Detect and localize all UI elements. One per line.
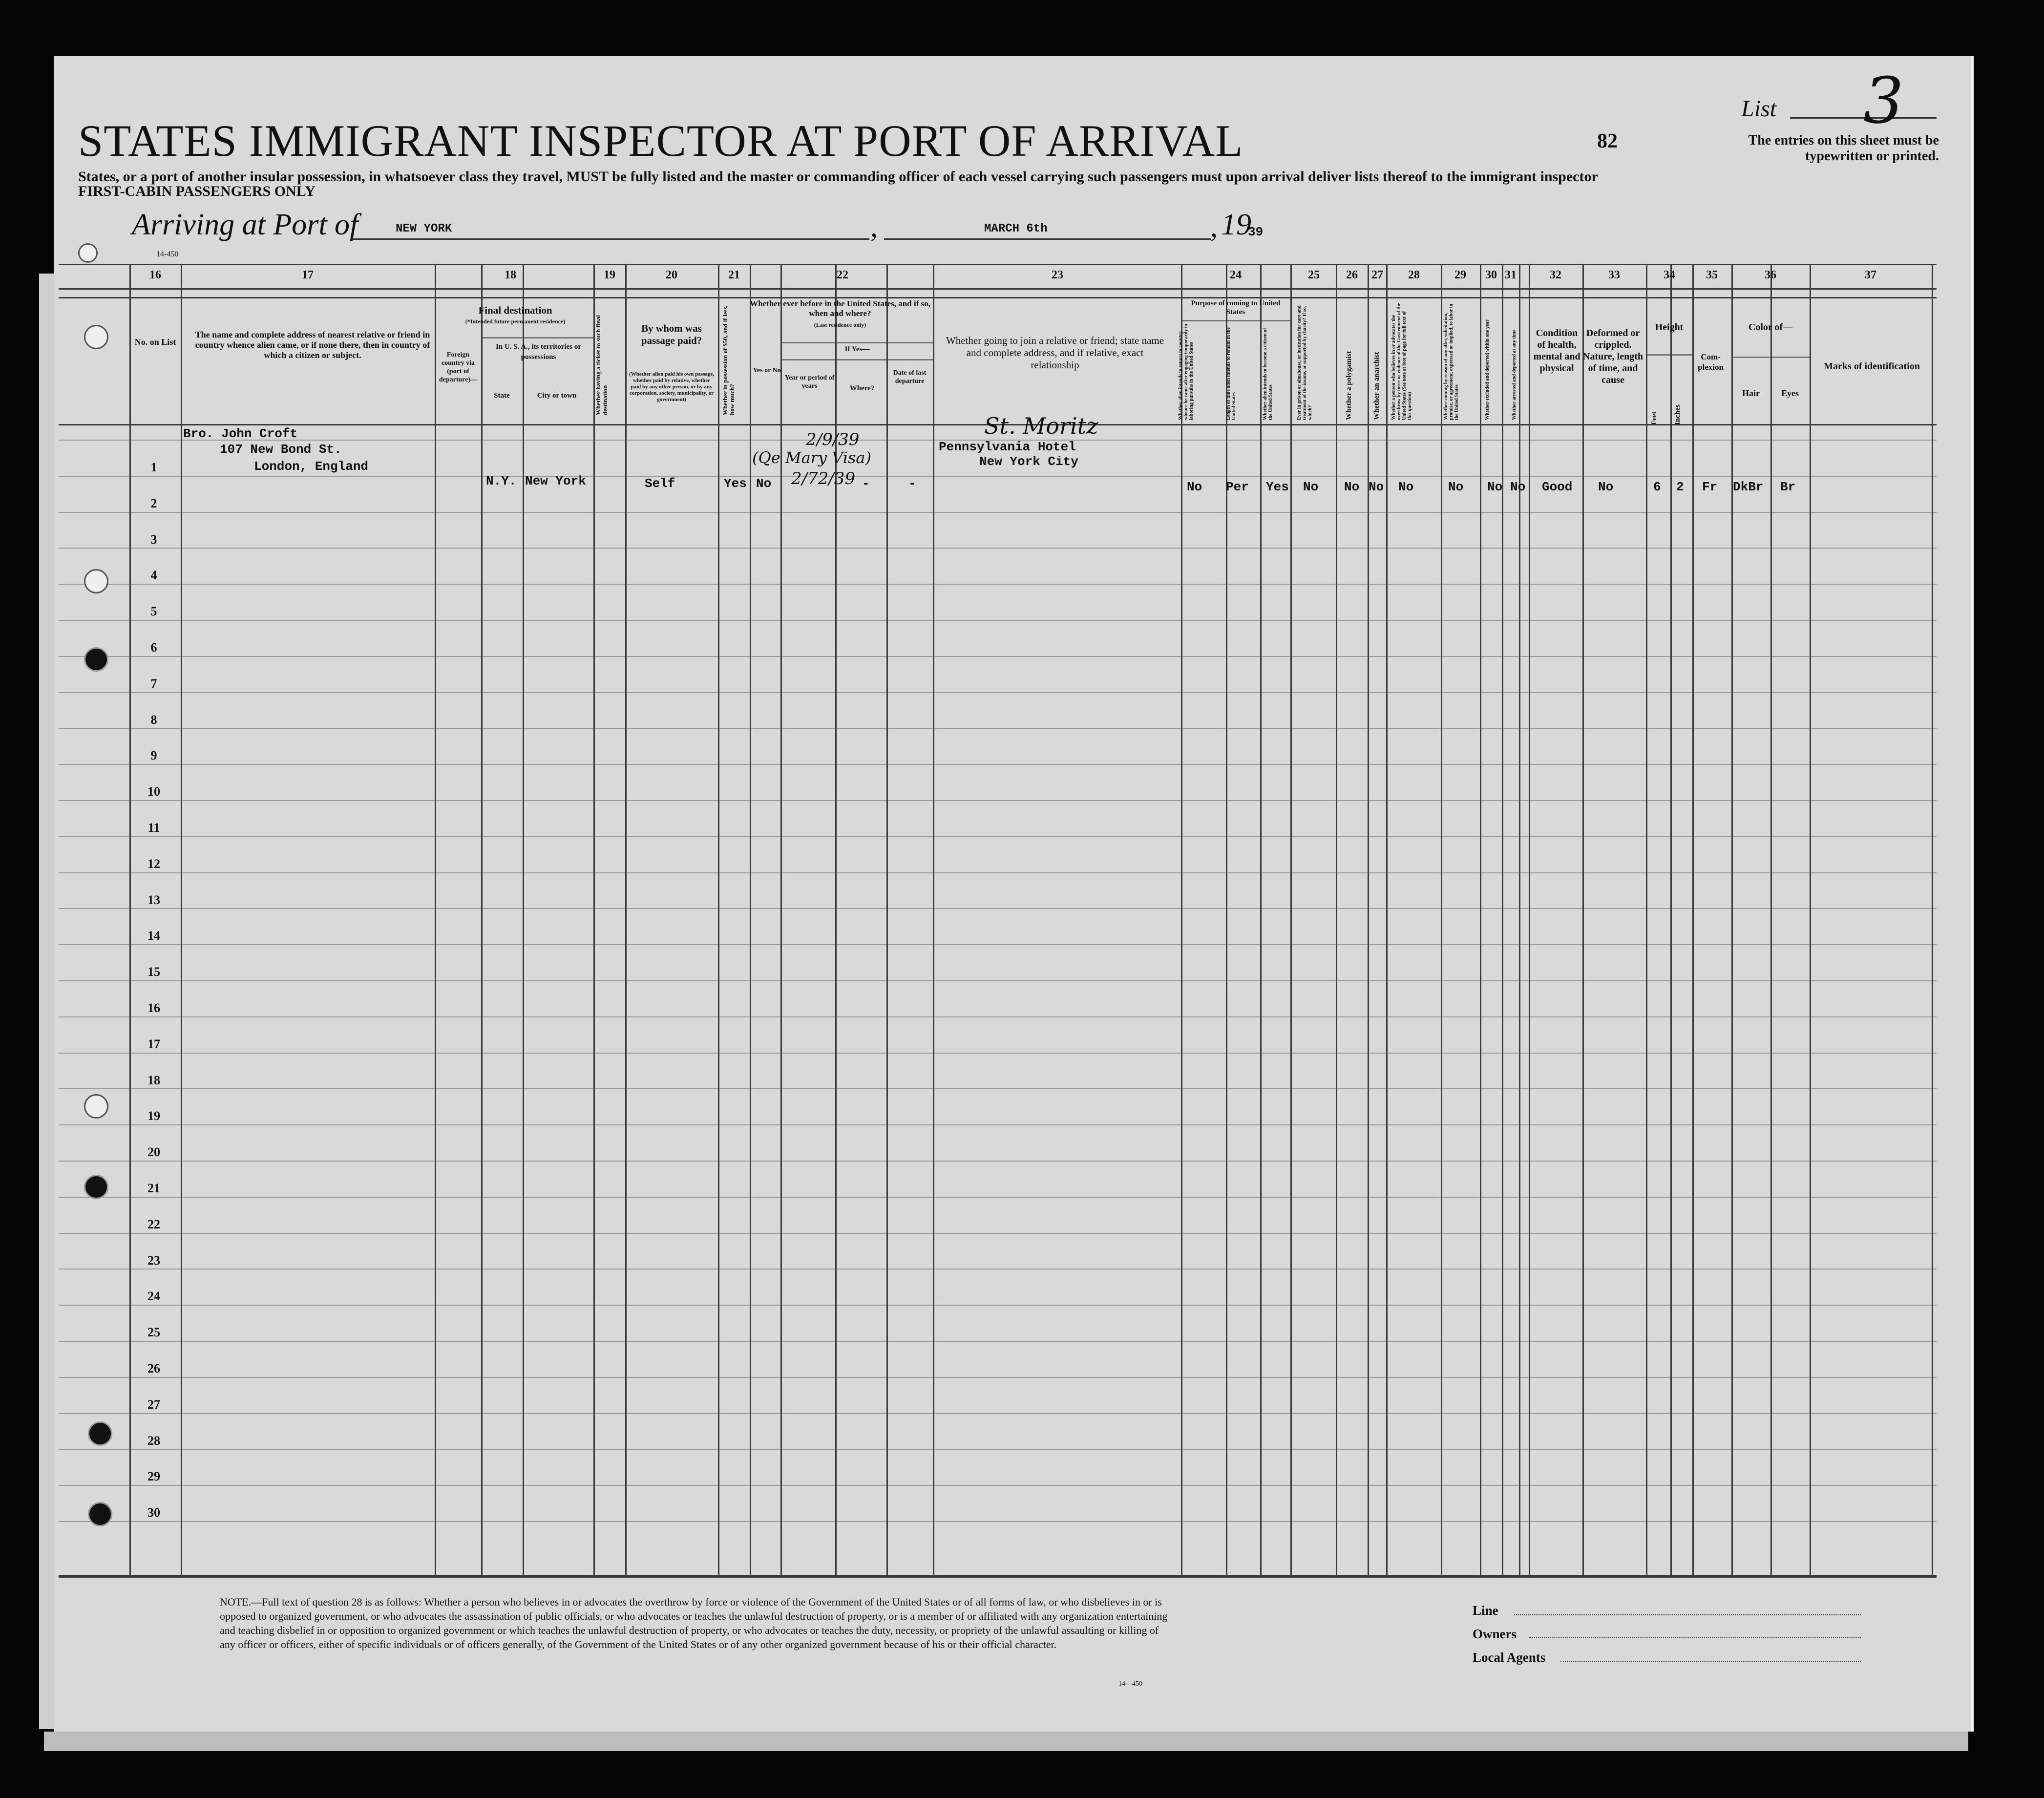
comma: , [1210,211,1218,243]
header-passage-paid: By whom was passage paid? [641,322,702,346]
header-city: City or town [537,392,577,400]
row-number: 26 [148,1361,160,1375]
grid-column-rule [1529,264,1530,1575]
entry-relative-city: London, England [254,459,369,474]
entry-prison: No [1303,480,1319,494]
grid-row-rule [59,1413,1937,1414]
grid-row-rule [59,980,1937,981]
row-number: 14 [148,929,160,943]
column-number: 27 [1371,269,1383,281]
grid-column-rule [625,264,627,1575]
header-yes-no: Yes or No [753,367,781,374]
grid-row-rule [59,1449,1937,1450]
port-line [352,238,869,240]
header-state: State [494,392,510,400]
grid-row-rule [59,692,1937,693]
header-relative-abroad: The name and complete address of nearest relative or friend in country whence alien came, or if none there, then in country of which a citizen or subject. [195,330,430,360]
grid-top-rule [59,264,1937,265]
header-date-departure: Date of last departure [893,369,927,385]
grid-row-rule [59,764,1937,765]
header-q28: Whether a person who believes in or advocates the overthrow by force or violence of the Government of the United States (See note at foot of page for full text of this question) [1391,303,1412,420]
grid-column-rule [750,264,751,1575]
grid-row-rule [59,1053,1937,1054]
column-number: 34 [1664,269,1675,281]
entry-where-dash: - [862,476,870,491]
column-number: 36 [1765,269,1776,281]
entry-hand-date1: 2/9/39 [806,430,860,449]
grid-row-rule [59,1341,1937,1342]
grid-column-rule [523,264,524,1575]
grid-column-rule [1336,264,1337,1575]
column-number: 33 [1608,269,1620,281]
footnote-q28: NOTE.—Full text of question 28 is as follows: Whether a person who believes in or advocates the overthrow by force or violence of the Government of the United States or of all forms of law, or who disbelieves in or is opposed to organized government, or who advocates the assassination of public officials, or who advocates or teaches the unlawful destruction of property, or is a member of or affiliated with any organization entertaining and teaching disbelief in or opposition to organized government or which teaches the unlawful destruction of property, or who advocates or teaches the duty, necessity, or propriety of the unlawful assaulting or killing of any officer or officers, either of specific individuals or of officers generally, of the Government of the United States or of any other organized government because of his or their official character. [220,1596,1168,1650]
punch-hole [88,1421,112,1446]
entry-feet: 6 [1653,480,1661,494]
row-number: 16 [148,1001,160,1015]
entry-anarchist: No [1369,480,1384,494]
entry-purpose-c: Yes [1266,480,1289,494]
instructions: States, or a port of another insular possession, in whatsoever class they travel, MUST be fully listed and the master or commanding officer of each vessel carrying such passengers must upon arrival deliver lists thereof to the immigrant inspector [78,169,1598,185]
row-number: 24 [148,1289,160,1303]
header-purpose-a: Whether alien intends to return to country whence he came after engaging temporarily in laboring pursuits in the United States [1178,324,1194,420]
header-if-yes: If Yes— [844,345,870,353]
header-q31: Whether arrested and deported at any time [1512,329,1517,420]
year-prefix: 19 [1221,208,1251,241]
row-number: 2 [150,496,157,510]
entry-joining-line2: New York City [979,454,1078,469]
grid-column-rule [1582,264,1584,1575]
header-money: Whether in possession of $50, and if less, how much? [721,305,736,415]
row-number: 20 [148,1145,160,1159]
entry-passage: Self [645,476,675,491]
column-number: 28 [1408,269,1420,281]
header-color-of: Color of— [1748,322,1793,333]
entry-before: No [756,476,772,491]
header-ticket: Whether having a ticket to such final destination [594,315,609,415]
entries-note: The entries on this sheet must be typewritten or printed. [1748,133,1939,164]
header-purpose-c: Whether alien intends to become a citizen of the United States [1263,328,1273,420]
entry-hair: DkBr [1733,480,1764,494]
entry-purpose-b: Per [1226,480,1249,494]
header-no-on-list: No. on List [134,337,176,347]
list-label: List [1741,96,1777,122]
grid-column-rule [1731,264,1733,1575]
row-number: 13 [148,893,160,907]
footer-owners-rule [1529,1637,1861,1638]
column-number: 26 [1346,269,1358,281]
entry-money: Yes [724,476,747,491]
grid-column-rule [933,264,934,1575]
header-before-us: Whether ever before in the United States, and if so, when and where? [750,299,930,318]
entry-deformed: No [1598,480,1614,494]
header-foreign-country: Foreign country via (port of departure)— [439,351,478,383]
grid-row-rule [59,1377,1937,1378]
row-number: 5 [150,604,157,618]
row-number: 17 [148,1037,160,1051]
row-number: 4 [150,568,157,582]
entry-q30: No [1487,480,1503,494]
header-purpose: Purpose of coming to United States [1191,299,1281,316]
grid-column-rule [1386,264,1388,1575]
column-number: 22 [837,269,848,281]
column-number: 25 [1308,269,1320,281]
grid-column-rule [181,264,182,1575]
grid-row-rule [59,908,1937,909]
entry-relative-name: Bro. John Croft [183,426,298,441]
header-deformed: Deformed or crippled. Nature, length of time, and cause [1583,328,1643,385]
entry-hand-date2: 2/72/39 [791,469,856,488]
grid-column-rule [1692,264,1694,1575]
header-health: Condition of health, mental and physical [1533,328,1580,374]
footer-line-rule [1514,1614,1861,1615]
grid-column-rule [1810,264,1811,1575]
header-eyes: Eyes [1781,388,1799,398]
grid-column-rule [1290,264,1292,1575]
header-year-period: Year or period of years [784,374,835,390]
grid-row-rule [59,512,1937,513]
footer-owners-label: Owners [1473,1627,1517,1641]
grid-row-rule [59,872,1937,873]
entry-q28: No [1398,480,1414,494]
date-value: MARCH 6th [984,222,1048,235]
grid-row-rule [59,584,1937,585]
grid-row-rule [59,800,1937,801]
manifest-sheet [54,56,1974,1732]
header-final-destination: Final destination [478,304,552,316]
row-number: 30 [148,1505,160,1520]
row-number: 1 [150,460,157,474]
comma: , [870,211,878,243]
entry-relative-street: 107 New Bond St. [220,442,342,457]
column-number: 24 [1230,269,1242,281]
header-anarchist: Whether an anarchist [1373,352,1381,420]
entry-state: N.Y. [486,474,517,488]
punch-hole [78,243,98,263]
header-complexion: Com-plexion [1698,352,1724,372]
grid-column-rule [1646,264,1647,1575]
header-where: Where? [849,384,875,392]
grid-bottom-rule [59,1575,1937,1578]
row-number: 15 [148,965,160,979]
grid-row-rule [59,1485,1937,1486]
row-number: 10 [148,784,160,799]
year-suffix: 39 [1248,225,1264,239]
grid-row-rule [59,1305,1937,1306]
sheet-edge [39,274,54,1729]
grid-sub-rule [1181,320,1290,321]
stacked-pages [44,1732,1968,1751]
column-number: 19 [604,269,615,281]
column-number: 20 [666,269,677,281]
entry-q29: No [1448,480,1464,494]
row-number: 23 [148,1253,160,1268]
grid-sub-rule [481,337,593,338]
form-code: 14-450 [156,250,179,258]
punch-hole [88,1502,112,1526]
entry-inches: 2 [1676,480,1684,494]
grid-column-rule [718,264,719,1575]
entry-purpose-a: No [1187,480,1202,494]
column-number: 29 [1454,269,1466,281]
punch-hole [84,1175,108,1199]
column-number: 35 [1706,269,1718,281]
page-title: STATES IMMIGRANT INSPECTOR AT PORT OF ARRIVAL [78,116,1243,166]
list-number: 82 [1597,130,1618,152]
grid-row-rule [59,1124,1937,1125]
header-final-destination-sub: (*Intended future permanent residence) [465,318,566,325]
date-line [884,238,1211,240]
header-feet: Feet [1650,411,1658,425]
grid-column-rule [1441,264,1442,1575]
grid-row-rule [59,1233,1937,1234]
grid-row-rule [59,728,1937,729]
punch-hole [84,325,108,349]
grid-row-rule [59,1161,1937,1162]
column-number: 23 [1052,269,1063,281]
grid-row-rule [59,1088,1937,1089]
grid-header-top-rule [59,297,1937,298]
footer-form-code: 14—450 [1118,1680,1142,1688]
row-number: 3 [150,532,157,547]
row-number: 11 [148,821,160,835]
arriving-label: Arriving at Port of [132,208,358,241]
grid-row-rule [59,548,1937,549]
grid-row-rule [59,944,1937,945]
grid-sub-rule [1646,354,1692,356]
header-q30: Whether excluded and deported within one year [1485,319,1490,420]
entry-hand-note: (Qe Mary Visa) [752,448,871,467]
column-number: 30 [1485,269,1497,281]
column-number: 16 [149,269,161,281]
row-number: 9 [150,748,157,762]
grid-row-rule [59,836,1937,837]
row-number: 12 [148,857,160,871]
header-in-usa: In U. S. A., its territories or possessions [496,343,581,361]
grid-sub-rule [780,359,933,360]
header-polygamist: Whether a polygamist [1345,351,1353,420]
grid-column-rule [1770,264,1772,1575]
grid-row-rule [59,656,1937,657]
header-prison: Ever in prison or almshouse, or institution for care and treatment of the insane, or supported by charity? If so, which? [1297,305,1313,420]
grid-column-rule [1181,264,1182,1575]
row-number: 25 [148,1325,160,1339]
entry-polygamist: No [1344,480,1360,494]
row-number: 21 [148,1181,160,1195]
row-number: 6 [150,640,157,655]
grid-column-rule [435,264,436,1575]
punch-hole [84,569,108,593]
entry-hand-overwrite: St. Moritz [984,413,1098,439]
grid-column-rule [593,264,595,1575]
grid-row-rule [59,1197,1937,1198]
grid-row-rule [59,620,1937,621]
row-number: 19 [148,1109,160,1123]
class-label: FIRST-CABIN PASSENGERS ONLY [78,183,316,199]
entry-q31: No [1510,480,1526,494]
footer-line-label: Line [1473,1603,1498,1618]
entry-complexion: Fr [1702,480,1718,494]
entry-departure-dash: - [908,476,916,491]
row-number: 7 [150,677,157,691]
header-hair: Hair [1742,388,1760,398]
grid-column-rule [886,264,888,1575]
grid-row-rule [59,1016,1937,1017]
row-number: 29 [148,1469,160,1483]
entry-health: Good [1542,480,1573,494]
port-value: NEW YORK [396,222,452,235]
grid-sub-rule [780,342,933,343]
header-marks: Marks of identification [1824,361,1920,372]
header-q29: Whether coming by reason of any offer, solicitation, promise, or agreement, expressed or implied, to labor in the United States [1443,303,1459,420]
grid-column-rule [1480,264,1481,1575]
column-number: 21 [728,269,740,281]
entry-eyes: Br [1780,480,1796,494]
grid-colnum-rule [59,288,1937,290]
footer-agents-rule [1560,1661,1861,1662]
header-joining: Whether going to join a relative or friend; state name and complete address, and if relative, exact relationship [946,335,1164,371]
grid-column-rule [1932,264,1933,1575]
column-number: 18 [505,269,516,281]
row-number: 18 [148,1073,160,1087]
grid-column-rule [1502,264,1503,1575]
header-height: Height [1655,322,1684,333]
punch-hole [84,647,108,672]
grid-column-rule [1670,264,1672,1575]
grid-column-rule [129,264,131,1575]
entry-city: New York [525,474,586,488]
column-number: 32 [1550,269,1561,281]
column-number: 37 [1865,269,1876,281]
row-number: 27 [148,1397,160,1412]
header-before-us-sub: (Last residence only) [814,321,866,328]
column-number: 17 [302,269,314,281]
grid-column-rule [1260,264,1262,1575]
grid-column-rule [1226,264,1227,1575]
row-number: 22 [148,1217,160,1231]
header-inches: Inches [1674,404,1682,425]
entry-joining-line1: Pennsylvania Hotel [939,440,1076,454]
grid-column-rule [481,264,483,1575]
punch-hole [84,1094,108,1119]
grid-row-rule [59,1521,1937,1522]
grid-column-rule [1368,264,1369,1575]
grid-column-rule [1519,264,1520,1575]
footer-agents-label: Local Agents [1473,1650,1546,1665]
header-passage-paid-sub: (Whether alien paid his own passage, whether paid by relative, whether paid by any other person, or by any corporation, society, municipality, or government) [629,371,714,402]
grid-row-rule [59,476,1937,477]
list-handwritten-number: 3 [1863,63,1904,138]
row-number: 8 [150,713,157,727]
header-purpose-b: Length of time alien intends to remain in the United States [1226,327,1237,420]
column-number: 31 [1505,269,1517,281]
row-number: 28 [148,1434,160,1448]
